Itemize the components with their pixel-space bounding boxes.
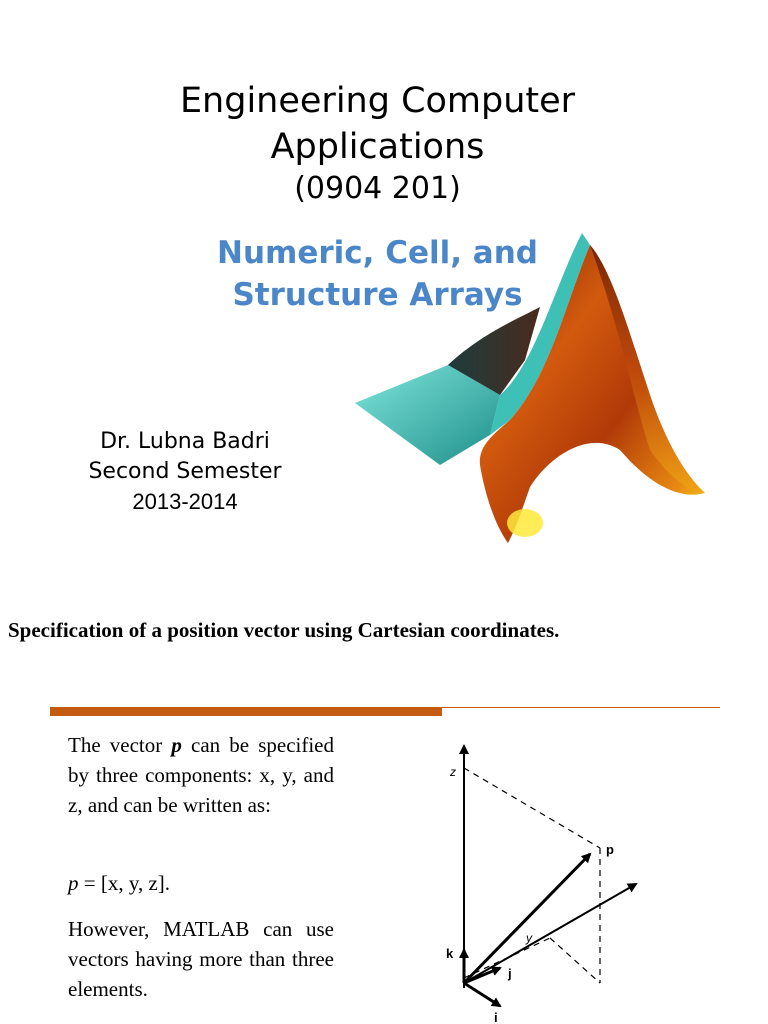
paragraph-1-pre: The vector [68,733,172,757]
subtitle-line-1: Numeric, Cell, and [217,235,538,271]
title-line-2: Applications [270,127,485,167]
author-name: Dr. Lubna Badri [100,429,270,454]
projection-lines [464,768,600,983]
i-label: i [494,1010,498,1024]
semester: Second Semester [88,459,282,484]
z-label: z [450,765,456,779]
year: 2013-2014 [132,489,238,514]
paragraph-1-post: can be specified by three components: x, y, and z, and can be written as: [68,733,334,817]
accent-rule [442,707,720,708]
author-block [55,427,315,517]
title-line-1: Engineering Computer [179,81,576,121]
equation-var: p [68,871,79,895]
slide-heading: Specification of a position vector using Cartesian coordinates. [8,618,560,642]
equation [68,868,334,898]
paragraph-1 [68,730,334,820]
unit-i-arrow [464,983,500,1006]
k-label: k [446,946,454,961]
y-axis [464,884,636,983]
slide-subtitle [180,232,575,316]
accent-bar [50,707,442,716]
y-label: y [526,931,532,945]
vector-p-arrow [464,854,590,983]
course-code: (0904 201) [294,171,461,206]
vector-p: p [171,733,182,757]
equation-rest: = [x, y, z]. [78,871,171,895]
paragraph-2: However, MATLAB can use vectors having more than three elements. [68,917,334,1001]
vector-diagram [440,738,650,1024]
subtitle-line-2: Structure Arrays [232,277,523,313]
j-label: j [508,966,512,981]
slide-title [0,78,755,170]
p-label: p [606,842,614,857]
